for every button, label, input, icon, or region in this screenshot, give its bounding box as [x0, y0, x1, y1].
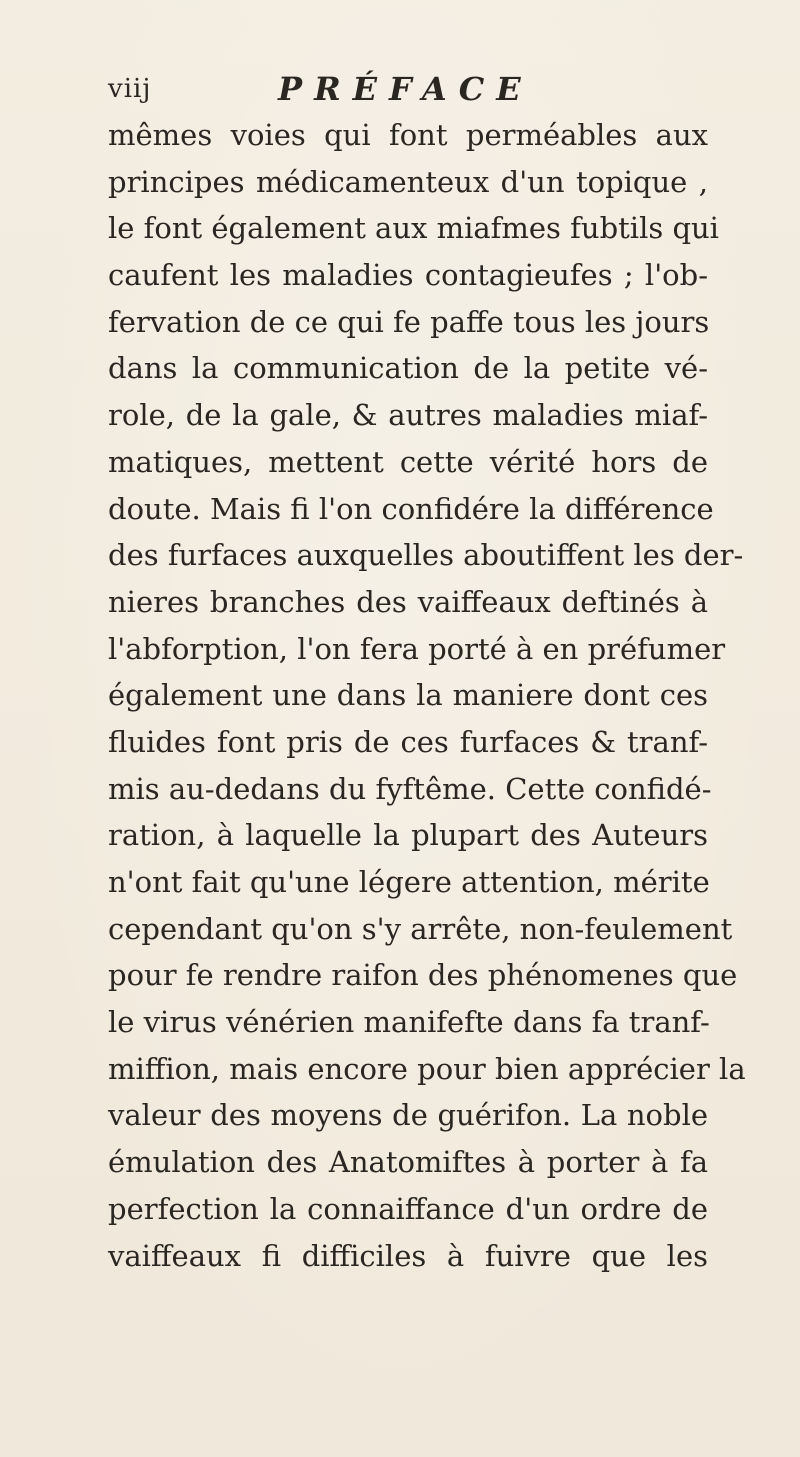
text-line: l'abforption, l'on fera porté à en préfumer — [108, 631, 726, 666]
text-line: le virus vénérien manifefte dans fa tranf- — [108, 1005, 710, 1040]
text-line: role, de la gale, & autres maladies miaf- — [108, 398, 708, 433]
text-line: également une dans la maniere dont ces — [108, 678, 708, 713]
text-line: mis au-dedans du fyftême. Cette confidé- — [108, 771, 712, 806]
text-line: le font également aux miafmes fubtils qui — [108, 211, 719, 246]
body-text — [108, 112, 746, 1279]
text-line: n'ont fait qu'une légere attention, mérite — [108, 865, 710, 899]
text-line: pour fe rendre raifon des phénomenes que — [108, 958, 738, 993]
text-line: vaiffeaux fi difficiles à fuivre que les — [108, 1238, 708, 1273]
text-line: émulation des Anatomiftes à porter à fa — [108, 1145, 708, 1180]
text-line: perfection la connaiffance d'un ordre de — [108, 1191, 708, 1226]
text-line: ration, à laquelle la plupart des Auteurs — [108, 818, 708, 853]
text-line: valeur des moyens de guérifon. La noble — [108, 1098, 708, 1133]
text-line: mêmes voies qui font perméables aux — [108, 118, 708, 152]
running-head: PRÉFACE — [278, 70, 533, 108]
text-line: matiques, mettent cette vérité hors de — [108, 444, 708, 479]
text-line: des furfaces auxquelles aboutiffent les der- — [108, 538, 744, 573]
page-header — [108, 66, 668, 106]
text-line: caufent les maladies contagieufes ; l'ob- — [108, 258, 708, 293]
text-line: principes médicamenteux d'un topique , — [108, 164, 708, 199]
text-line: cependant qu'on s'y arrête, non-feulement — [108, 911, 733, 946]
text-line: miffion, mais encore pour bien apprécier la — [108, 1051, 746, 1086]
text-line: fervation de ce qui fe paffe tous les jours — [108, 304, 710, 339]
text-line: fluides font pris de ces furfaces & tranf- — [108, 724, 708, 759]
text-line: nieres branches des vaiffeaux deftinés à — [108, 584, 708, 619]
page-number: viij — [108, 74, 152, 104]
text-line: dans la communication de la petite vé- — [108, 351, 708, 386]
text-line: doute. Mais fi l'on confidére la différence — [108, 491, 714, 526]
